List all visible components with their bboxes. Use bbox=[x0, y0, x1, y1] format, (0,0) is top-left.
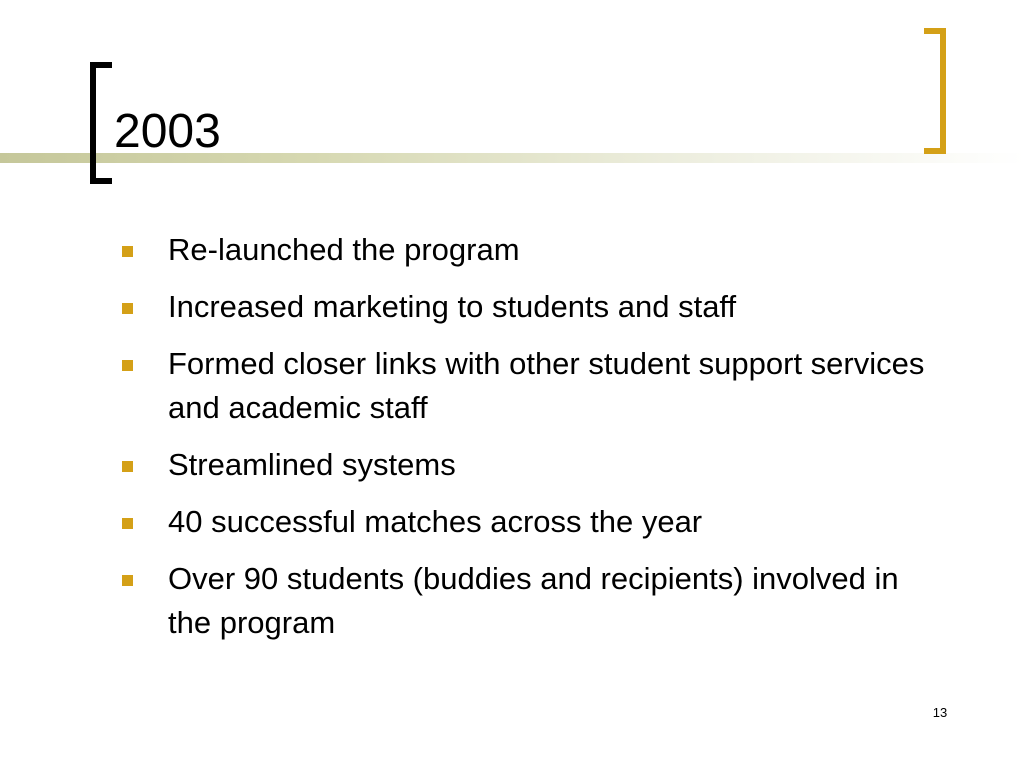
bullet-item bbox=[118, 228, 938, 272]
bullet-text: Formed closer links with other student support services and academic staff bbox=[168, 346, 925, 425]
square-bullet-icon bbox=[122, 518, 133, 529]
bullet-item bbox=[118, 557, 938, 645]
bullet-item bbox=[118, 443, 938, 487]
bullet-text: Over 90 students (buddies and recipients) involved in the program bbox=[168, 561, 899, 640]
square-bullet-icon bbox=[122, 575, 133, 586]
bullet-text: Re-launched the program bbox=[168, 232, 520, 267]
square-bullet-icon bbox=[122, 303, 133, 314]
bullet-text: 40 successful matches across the year bbox=[168, 504, 703, 539]
square-bullet-icon bbox=[122, 246, 133, 257]
square-bullet-icon bbox=[122, 461, 133, 472]
left-bracket-decoration bbox=[90, 62, 112, 184]
right-bracket-decoration bbox=[924, 28, 946, 154]
bullet-list bbox=[118, 228, 938, 658]
bullet-item bbox=[118, 500, 938, 544]
slide-title: 2003 bbox=[114, 105, 221, 158]
square-bullet-icon bbox=[122, 360, 133, 371]
page-number: 13 bbox=[932, 705, 948, 720]
bullet-text: Increased marketing to students and staff bbox=[168, 289, 737, 324]
bullet-item bbox=[118, 342, 938, 430]
bullet-text: Streamlined systems bbox=[168, 447, 456, 482]
bullet-item bbox=[118, 285, 938, 329]
